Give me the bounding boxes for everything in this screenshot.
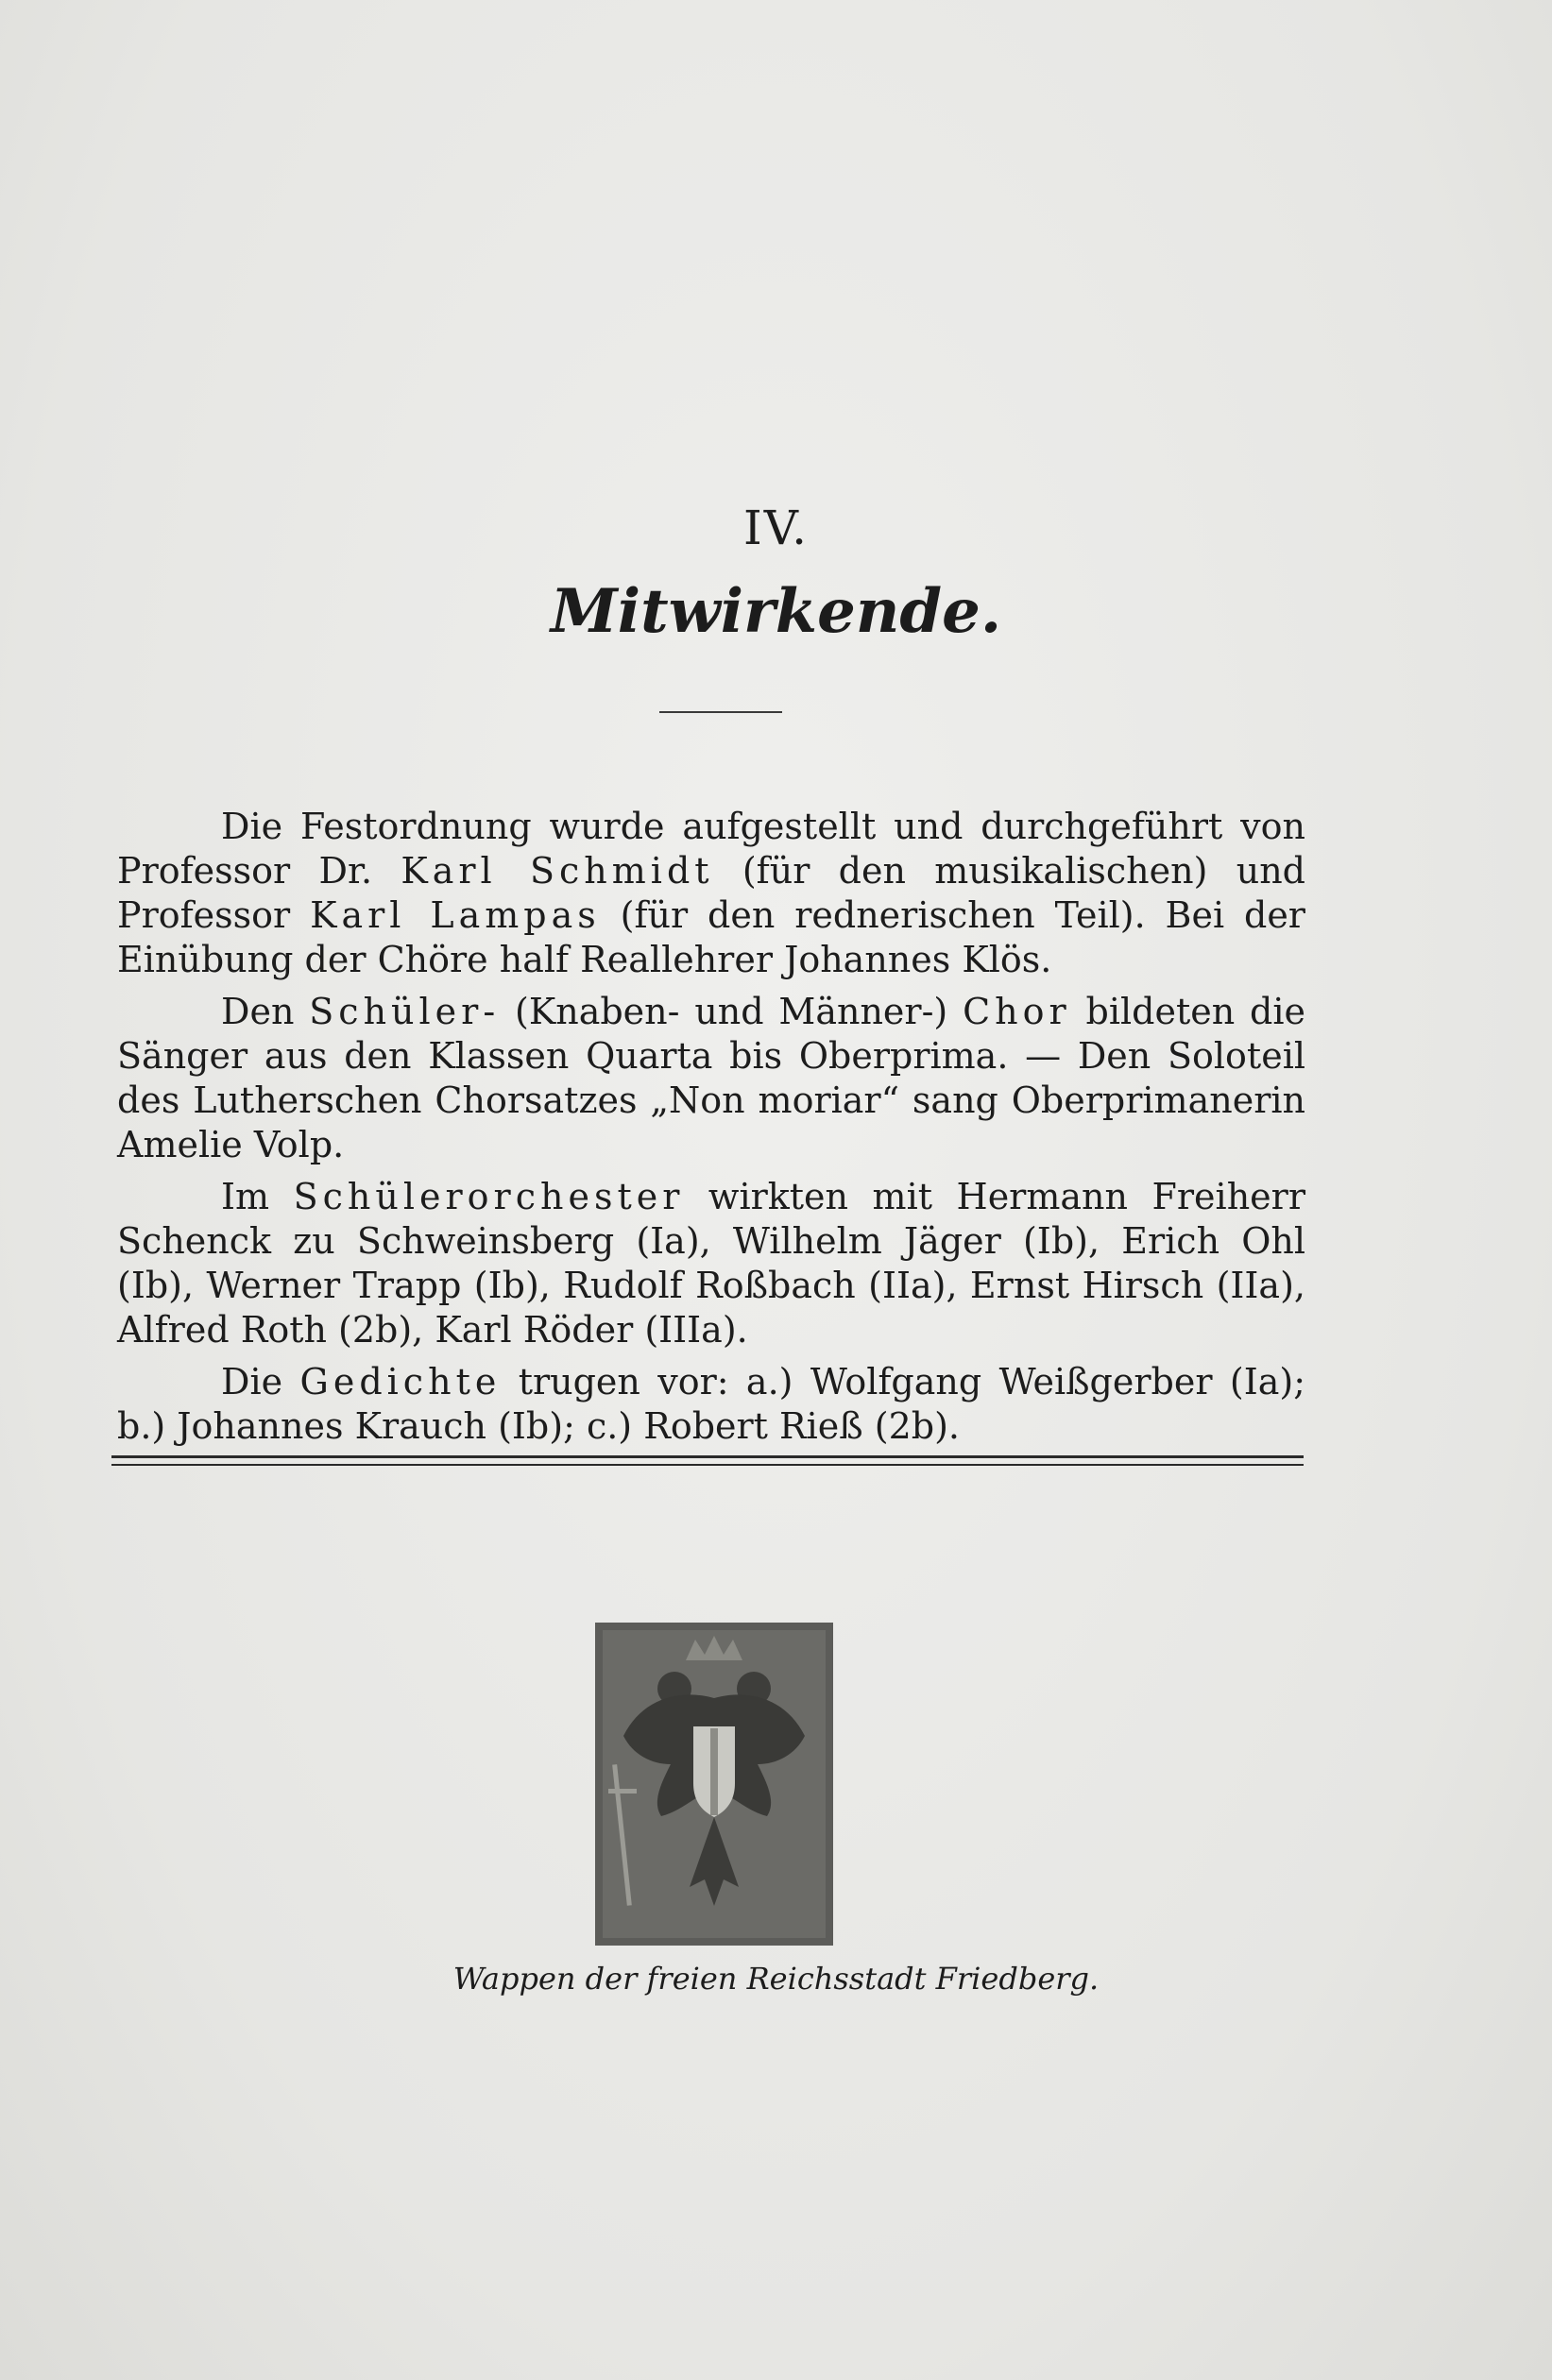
text-run: Die Festordnung wurde aufgestellt und durchgeführt von Professor Dr. (117, 806, 1305, 892)
paragraph-choir (117, 990, 1305, 1167)
illustration-caption: Wappen der freien Reichsstadt Friedberg. (452, 1961, 1100, 1997)
text-run: (für den musikalischen) und Professor (117, 850, 1305, 936)
paragraph-orchestra (117, 1175, 1305, 1352)
text-run: Den (221, 991, 310, 1032)
coat-of-arms-image (595, 1623, 833, 1946)
spaced-name: Karl Lampas (310, 894, 601, 936)
spaced-name: Gedichte (299, 1361, 502, 1402)
text-run: bildeten die Sänger aus den Klassen Quarta bis Oberprima. — Den Soloteil des Lutherschen Chorsatzes „Non moriar“ sang Oberprimanerin Amelie Volp. (117, 991, 1305, 1165)
body-text (117, 805, 1305, 1456)
text-run: trugen vor: a.) Wolfgang Weißgerber (Ia); b.) Johannes Krauch (Ib); c.) Robert Rieß (2b). (117, 1361, 1305, 1447)
text-run: Im (221, 1176, 294, 1217)
section-title: Mitwirkende. (550, 576, 1002, 647)
text-run: wirkten mit Hermann Freiherr Schenck zu Schweinsberg (Ia), Wilhelm Jäger (Ib), Erich Ohl (Ib), Werner Trapp (Ib), Rudolf Roßbach (IIa), Ernst Hirsch (IIa), Alfred Roth (2b), Karl Röder (IIIa). (117, 1176, 1305, 1351)
section-end-rule (111, 1455, 1304, 1466)
title-divider (659, 711, 782, 713)
text-run: Die (221, 1361, 300, 1402)
spaced-name: Schülerorchester (293, 1176, 685, 1217)
paragraph-organizers (117, 805, 1305, 982)
text-run: (Knaben- und Männer-) (500, 991, 964, 1032)
eagle-crest-icon (595, 1623, 833, 1946)
paragraph-poems (117, 1360, 1305, 1449)
spaced-name: Karl Schmidt (401, 850, 714, 892)
spaced-name: Schüler- (309, 991, 501, 1032)
text-run: (für den rednerischen Teil). Bei der Einübung der Chöre half Reallehrer Johannes Klös. (117, 894, 1305, 980)
section-numeral: IV. (742, 501, 809, 555)
spaced-name: Chor (963, 991, 1071, 1032)
